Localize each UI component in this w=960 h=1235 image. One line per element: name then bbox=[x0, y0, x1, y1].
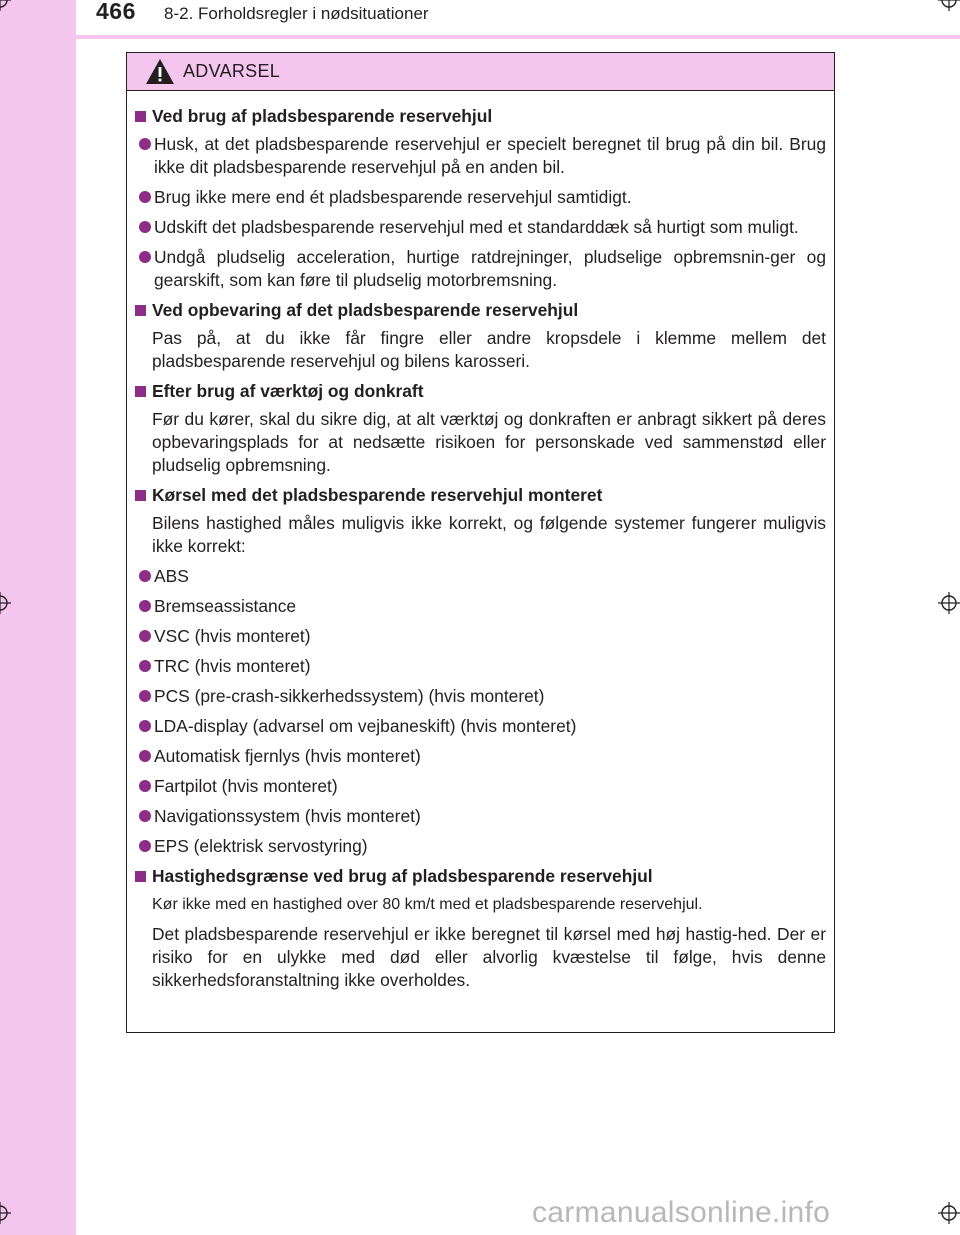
circle-bullet-icon bbox=[139, 251, 151, 263]
circle-bullet-icon bbox=[139, 690, 151, 702]
crop-mark-icon bbox=[0, 1202, 11, 1224]
crop-mark-icon bbox=[938, 592, 960, 614]
circle-bullet-icon bbox=[139, 780, 151, 792]
paragraph: Kør ikke med en hastighed over 80 km/t med et pladsbesparende reservehjul. bbox=[152, 896, 703, 913]
list-item: Navigationssystem (hvis monteret) bbox=[134, 805, 826, 828]
circle-bullet-icon bbox=[139, 660, 151, 672]
crop-mark-icon bbox=[938, 0, 960, 11]
paragraph: Før du kører, skal du sikre dig, at alt værktøj og donkraften er anbragt sikkert på deres opbevaringsplads for at nedsætte risikoen for personskade ved sammenstød eller pludselig opbremsning. bbox=[152, 409, 826, 475]
circle-bullet-icon bbox=[139, 840, 151, 852]
list-item: LDA-display (advarsel om vejbaneskift) (hvis monteret) bbox=[134, 715, 826, 738]
section-heading: Hastighedsgrænse ved brug af pladsbesparende reservehjul bbox=[134, 865, 826, 888]
circle-bullet-icon bbox=[139, 570, 151, 582]
section-title: 8-2. Forholdsregler i nødsituationer bbox=[164, 4, 429, 23]
list-item: Brug ikke mere end ét pladsbesparende reservehjul samtidigt. bbox=[134, 186, 826, 209]
header-rule bbox=[0, 35, 960, 39]
section-heading: Ved opbevaring af det pladsbesparende reservehjul bbox=[134, 299, 826, 322]
list-item: Husk, at det pladsbesparende reservehjul er specielt beregnet til brug på din bil. Brug ikke dit pladsbesparende reservehjul på en anden bil. bbox=[134, 133, 826, 179]
list-item: Udskift det pladsbesparende reservehjul med et standarddæk så hurtigt som muligt. bbox=[134, 216, 826, 239]
list-item: Automatisk fjernlys (hvis monteret) bbox=[134, 745, 826, 768]
circle-bullet-icon bbox=[139, 600, 151, 612]
list-item: ABS bbox=[134, 565, 826, 588]
warning-box bbox=[126, 52, 835, 1033]
section-heading: Ved brug af pladsbesparende reservehjul bbox=[134, 105, 826, 128]
warning-header bbox=[127, 53, 834, 91]
square-bullet-icon bbox=[135, 490, 146, 501]
list-item: Undgå pludselig acceleration, hurtige ratdrejninger, pludselige opbremsnin-ger og gearskift, som kan føre til pludselig motorbremsning. bbox=[134, 246, 826, 292]
paragraph: Pas på, at du ikke får fingre eller andre kropsdele i klemme mellem det pladsbesparende reservehjul og bilens karosseri. bbox=[152, 328, 826, 371]
side-color-band bbox=[0, 0, 76, 1235]
page-number: 466 bbox=[96, 0, 136, 24]
section-heading: Efter brug af værktøj og donkraft bbox=[134, 380, 826, 403]
section-heading: Kørsel med det pladsbesparende reservehjul monteret bbox=[134, 484, 826, 507]
list-item: TRC (hvis monteret) bbox=[134, 655, 826, 678]
square-bullet-icon bbox=[135, 871, 146, 882]
list-item: PCS (pre-crash-sikkerhedssystem) (hvis monteret) bbox=[134, 685, 826, 708]
paragraph: Det pladsbesparende reservehjul er ikke beregnet til kørsel med høj hastig-hed. Der er risiko for en ulykke med død eller alvorlig kvæstelse til følge, hvis denne sikkerhedsforanstaltning ikke overholdes. bbox=[152, 924, 826, 990]
circle-bullet-icon bbox=[139, 630, 151, 642]
circle-bullet-icon bbox=[139, 221, 151, 233]
crop-mark-icon bbox=[0, 592, 11, 614]
paragraph: Bilens hastighed måles muligvis ikke korrekt, og følgende systemer fungerer muligvis ikke korrekt: bbox=[152, 513, 826, 556]
crop-mark-icon bbox=[0, 0, 11, 11]
circle-bullet-icon bbox=[139, 138, 151, 150]
circle-bullet-icon bbox=[139, 720, 151, 732]
crop-mark-icon bbox=[938, 1202, 960, 1224]
warning-triangle-icon bbox=[145, 58, 175, 85]
warning-label: ADVARSEL bbox=[183, 61, 281, 81]
list-item: Bremseassistance bbox=[134, 595, 826, 618]
square-bullet-icon bbox=[135, 111, 146, 122]
warning-content bbox=[127, 91, 834, 992]
list-item: Fartpilot (hvis monteret) bbox=[134, 775, 826, 798]
watermark: carmanualsonline.info bbox=[532, 1196, 831, 1229]
list-item: VSC (hvis monteret) bbox=[134, 625, 826, 648]
square-bullet-icon bbox=[135, 305, 146, 316]
list-item: EPS (elektrisk servostyring) bbox=[134, 835, 826, 858]
circle-bullet-icon bbox=[139, 191, 151, 203]
circle-bullet-icon bbox=[139, 750, 151, 762]
square-bullet-icon bbox=[135, 386, 146, 397]
circle-bullet-icon bbox=[139, 810, 151, 822]
